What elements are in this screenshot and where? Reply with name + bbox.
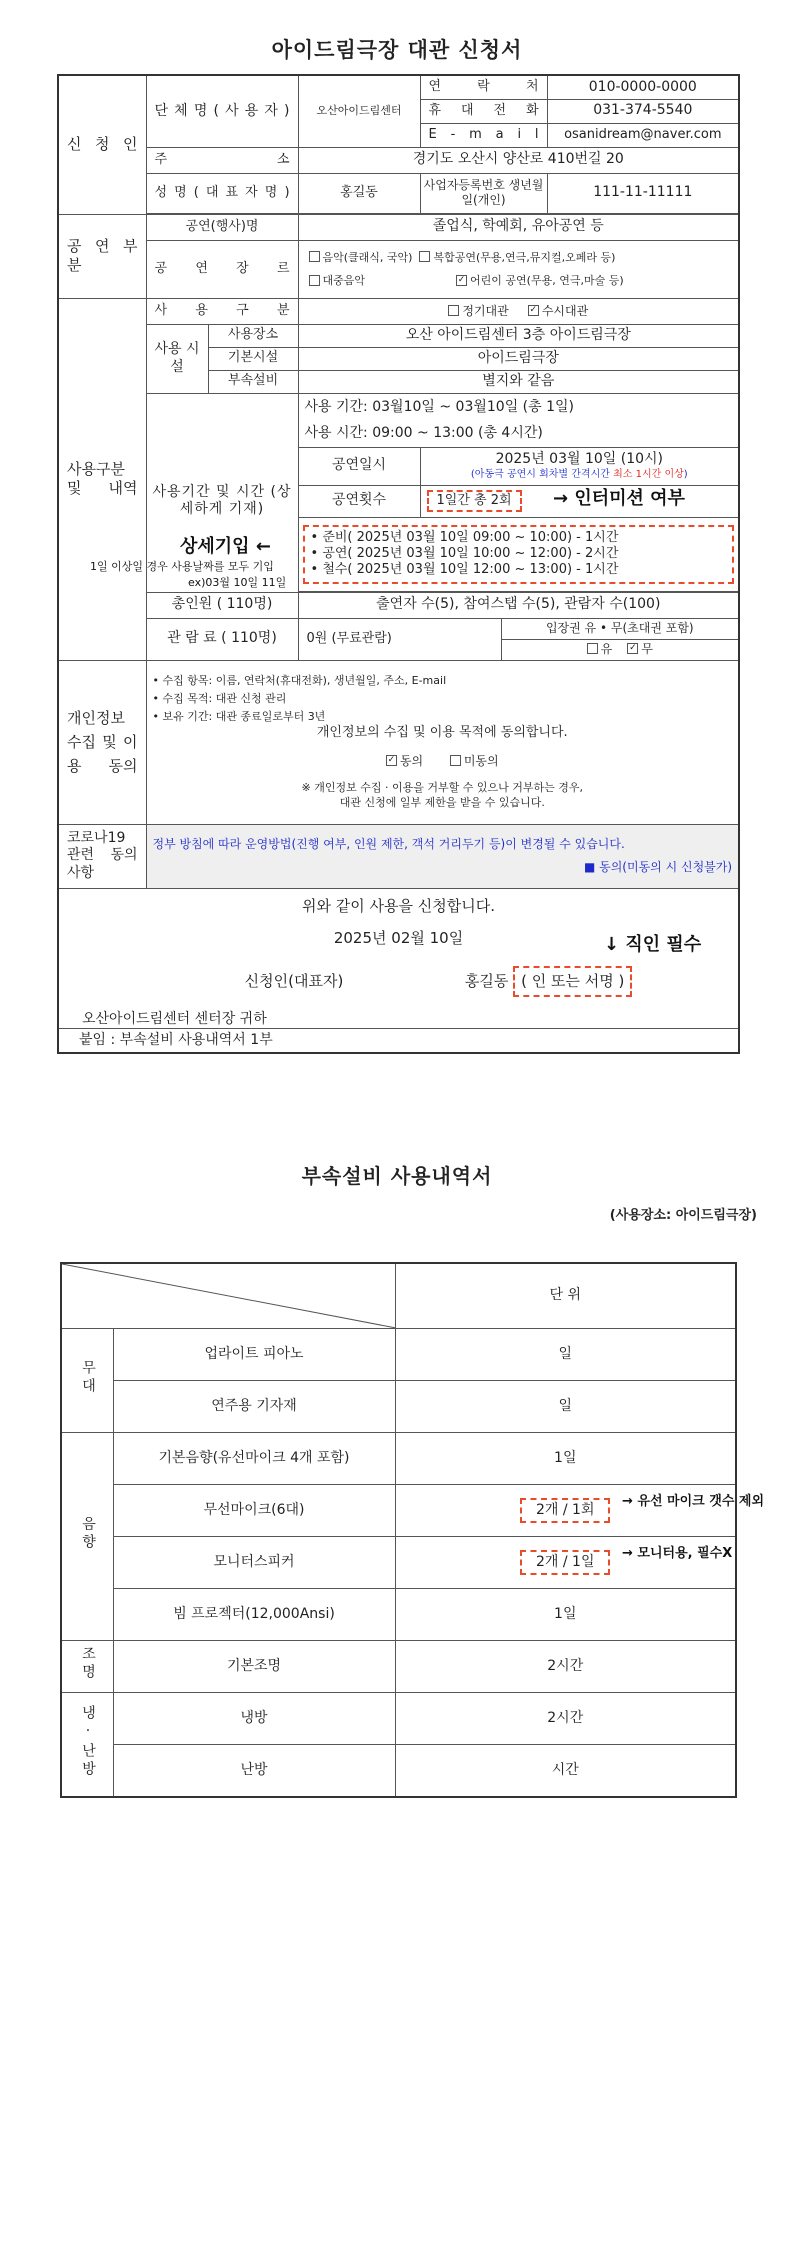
anno-sign: ↓ 직인 필수 bbox=[604, 934, 702, 955]
group-light: 조명 bbox=[61, 1641, 113, 1693]
covid-content bbox=[146, 824, 739, 888]
checkbox-icon bbox=[309, 251, 320, 262]
applicant-section-label: 신 청 인 bbox=[58, 75, 146, 214]
basic-facility-value[interactable]: 아이드림극장 bbox=[298, 347, 739, 370]
period-values bbox=[298, 393, 739, 447]
checkbox-checked-icon: ✓ bbox=[629, 643, 637, 654]
covid-text: 정부 방침에 따라 운영방법(진행 여부, 인원 제한, 객석 거리두기 등)이 변경될 수 있습니다. bbox=[152, 837, 625, 852]
covid-section-label: 코로나19 관련 동의사항 bbox=[58, 824, 146, 888]
equipment-item: 기본음향(유선마이크 4개 포함) bbox=[113, 1433, 395, 1485]
page-title: 아이드림극장 대관 신청서 bbox=[271, 38, 523, 62]
privacy-item-retention: • 보유 기간: 대관 종료일로부터 3년 bbox=[152, 709, 326, 723]
checkbox-checked-icon: ✓ bbox=[387, 754, 396, 765]
usage-section-label: 사용구분 및 내역 bbox=[58, 298, 146, 660]
equipment-item: 기본조명 bbox=[113, 1641, 395, 1693]
rep-label: 성 명 ( 대 표 자 명 ) bbox=[146, 173, 298, 213]
ticket-label: 입장권 유 • 무(초대권 포함) bbox=[501, 618, 739, 639]
detail-schedule[interactable]: • 준비( 2025년 03월 10일 09:00 ~ 10:00) - 1시간 • 공연( 2025년 03월 10일 10:00 ~ 12:00) - 2시간 • 철수( 2025년 03월 10일 12:00 ~ 13:00) - 1시간 bbox=[303, 525, 735, 584]
usage-type-options bbox=[298, 298, 739, 324]
show-count-value[interactable]: 1일간 총 2회 bbox=[427, 490, 522, 512]
equipment-item: 냉방 bbox=[113, 1693, 395, 1745]
contact-label: 연 락 처 bbox=[420, 75, 547, 99]
usage-type-occasional[interactable]: ✓ 수시대관 bbox=[529, 303, 589, 318]
show-date-note: (아동극 공연시 회차별 간격시간 최소 1시간 이상) bbox=[470, 468, 688, 480]
signer-name[interactable]: 홍길동 bbox=[464, 972, 509, 991]
checkbox-icon bbox=[448, 305, 459, 316]
group-air: 냉·난방 bbox=[61, 1693, 113, 1797]
equipment-item: 업라이트 피아노 bbox=[113, 1329, 395, 1381]
performance-name-label: 공연(행사)명 bbox=[146, 214, 298, 240]
anno-detail: 상세기입 ← bbox=[180, 536, 271, 557]
diagonal-line bbox=[62, 1264, 395, 1328]
org-value[interactable]: 오산아이드림센터 bbox=[298, 75, 420, 147]
place-label: 사용장소 bbox=[208, 324, 298, 347]
equipment-item: 모니터스피커 bbox=[113, 1537, 395, 1589]
total-people-label: 총인원 ( 110명) bbox=[146, 592, 298, 618]
period-line-date[interactable]: 사용 기간: 03월10일 ~ 03월10일 (총 1일) bbox=[304, 398, 574, 415]
application-date[interactable]: 2025년 02월 10일 bbox=[333, 929, 464, 948]
extra-facility-label: 부속설비 bbox=[208, 370, 298, 393]
privacy-notice-1: ※ 개인정보 수집 · 이용을 거부할 수 있으나 거부하는 경우, bbox=[301, 780, 583, 794]
signature-area bbox=[58, 888, 739, 1029]
detail-cell bbox=[298, 517, 739, 591]
usage-type-label: 사 용 구 분 bbox=[146, 298, 298, 324]
org-label: 단 체 명 ( 사 용 자 ) bbox=[146, 75, 298, 147]
equipment-unit[interactable]: 1일 bbox=[395, 1589, 736, 1641]
equipment-item: 연주용 기자재 bbox=[113, 1381, 395, 1433]
equipment-unit-header: 단 위 bbox=[395, 1263, 736, 1329]
equipment-title: 부속설비 사용내역서 bbox=[301, 1164, 493, 1188]
checkbox-icon bbox=[309, 275, 320, 286]
ticket-options bbox=[501, 639, 739, 660]
anno-mic: → 유선 마이크 갯수 제외 bbox=[622, 1494, 765, 1509]
equipment-unit[interactable]: 2개 / 1일 bbox=[520, 1550, 610, 1576]
checkbox-checked-icon: ✓ bbox=[529, 304, 538, 315]
privacy-agree-options bbox=[153, 754, 733, 769]
equipment-unit[interactable]: 시간 bbox=[395, 1745, 736, 1797]
covid-agree[interactable]: ■ 동의(미동의 시 신청불가) bbox=[583, 860, 733, 875]
bizno-value[interactable]: 111-11-11111 bbox=[547, 173, 739, 213]
equipment-unit[interactable]: 일 bbox=[395, 1329, 736, 1381]
usage-type-regular[interactable]: 정기대관 bbox=[448, 304, 508, 318]
genre-opt-music[interactable]: 음악(클래식, 국악) bbox=[309, 251, 413, 264]
privacy-agree-text: 개인정보의 수집 및 이용 목적에 동의합니다. bbox=[316, 725, 568, 741]
email-value[interactable]: osanidream@naver.com bbox=[547, 123, 739, 147]
genre-options bbox=[298, 240, 739, 298]
privacy-opt-disagree[interactable]: 미동의 bbox=[450, 754, 499, 768]
checkbox-icon bbox=[587, 643, 598, 654]
period-line-time[interactable]: 사용 시간: 09:00 ~ 13:00 (총 4시간) bbox=[304, 425, 543, 442]
address-label: 주 소 bbox=[146, 147, 298, 173]
email-label: E - m a i l bbox=[420, 123, 547, 147]
recipient: 오산아이드림센터 센터장 귀하 bbox=[82, 1010, 267, 1027]
anno-intermission: → 인터미션 여부 bbox=[553, 488, 685, 509]
genre-opt-mixed[interactable]: 복합공연(무용,연극,뮤지컬,오페라 등) bbox=[419, 251, 615, 264]
group-stage: 무대 bbox=[61, 1329, 113, 1433]
genre-label: 공 연 장 르 bbox=[146, 240, 298, 298]
equipment-item: 빔 프로젝터(12,000Ansi) bbox=[113, 1589, 395, 1641]
equipment-unit[interactable]: 일 bbox=[395, 1381, 736, 1433]
privacy-notice-2: 대관 신청에 일부 제한을 받을 수 있습니다. bbox=[339, 796, 545, 810]
anno-monitor: → 모니터용, 필수X bbox=[622, 1546, 733, 1561]
checkbox-icon bbox=[450, 755, 461, 766]
genre-opt-pop[interactable]: 대중음악 bbox=[309, 274, 366, 287]
address-value[interactable]: 경기도 오산시 양산로 410번길 20 bbox=[298, 147, 739, 173]
privacy-item-purpose: • 수집 목적: 대관 신청 관리 bbox=[152, 691, 287, 705]
checkbox-icon bbox=[419, 251, 430, 262]
facility-label: 사용 시설 bbox=[146, 324, 208, 393]
signer-row bbox=[62, 966, 735, 997]
audience-fee-value[interactable]: 0원 (무료관람) bbox=[298, 618, 501, 660]
ticket-opt-no[interactable]: ✓ 무 bbox=[629, 642, 654, 657]
privacy-content bbox=[146, 660, 739, 824]
equipment-unit[interactable]: 2시간 bbox=[395, 1641, 736, 1693]
basic-facility-label: 기본시설 bbox=[208, 347, 298, 370]
extra-facility-value[interactable]: 별지와 같음 bbox=[298, 370, 739, 393]
anno-detail-note-1: 1일 이상일 경우 사용날짜를 모두 기입 bbox=[90, 560, 274, 573]
statement: 위와 같이 사용을 신청합니다. bbox=[302, 896, 495, 915]
mobile-value[interactable]: 031-374-5540 bbox=[547, 99, 739, 123]
privacy-item-fields: • 수집 항목: 이름, 연락처(휴대전화), 생년월일, 주소, E-mail bbox=[152, 674, 447, 688]
performance-section-label: 공 연 부 분 bbox=[58, 214, 146, 298]
show-date-cell bbox=[420, 447, 739, 485]
rep-value[interactable]: 홍길동 bbox=[298, 173, 420, 213]
anno-detail-note-2: ex)03월 10일 11일 bbox=[188, 576, 287, 589]
equipment-place: (사용장소: 아이드림극장) bbox=[609, 1208, 757, 1223]
contact-value[interactable]: 010-0000-0000 bbox=[547, 75, 739, 99]
mobile-label: 휴 대 전 화 bbox=[420, 99, 547, 123]
show-date-label: 공연일시 bbox=[298, 447, 420, 485]
privacy-section-label: 개인정보 수집 및 이용 동의 bbox=[58, 660, 146, 824]
ticket-opt-yes[interactable]: 유 bbox=[587, 642, 613, 656]
bizno-label: 사업자등록번호 생년월일(개인) bbox=[420, 173, 547, 213]
attachment: 붙임 : 부속설비 사용내역서 1부 bbox=[58, 1029, 739, 1053]
equipment-unit[interactable]: 2시간 bbox=[395, 1693, 736, 1745]
equipment-item: 난방 bbox=[113, 1745, 395, 1797]
period-label: 사용기간 및 시간 (상세하게 기재) bbox=[146, 393, 298, 592]
audience-fee-label: 관 람 료 ( 110명) bbox=[146, 618, 298, 660]
signer-label: 신청인(대표자) bbox=[244, 972, 344, 991]
place-value[interactable]: 오산 아이드림센터 3층 아이드림극장 bbox=[298, 324, 739, 347]
group-sound: 음향 bbox=[61, 1433, 113, 1641]
checkbox-checked-icon: ✓ bbox=[457, 274, 466, 285]
show-count-label: 공연횟수 bbox=[298, 485, 420, 517]
equipment-table bbox=[60, 1262, 737, 1798]
equipment-header-blank bbox=[61, 1263, 395, 1329]
total-people-value[interactable]: 출연자 수(5), 참여스탭 수(5), 관람자 수(100) bbox=[298, 592, 739, 618]
genre-opt-kids[interactable]: ✓ 어린이 공연(무용, 연극,마술 등) bbox=[457, 274, 624, 287]
privacy-opt-agree[interactable]: ✓ 동의 bbox=[387, 753, 424, 768]
equipment-item: 무선마이크(6대) bbox=[113, 1485, 395, 1537]
equipment-unit[interactable]: 2개 / 1회 bbox=[520, 1498, 610, 1524]
show-date-value[interactable]: 2025년 03월 10일 (10시) bbox=[495, 451, 664, 468]
performance-name-value[interactable]: 졸업식, 학예회, 유아공연 등 bbox=[298, 214, 739, 240]
sign-box[interactable]: ( 인 또는 서명 ) bbox=[513, 966, 632, 997]
equipment-unit[interactable]: 1일 bbox=[395, 1433, 736, 1485]
